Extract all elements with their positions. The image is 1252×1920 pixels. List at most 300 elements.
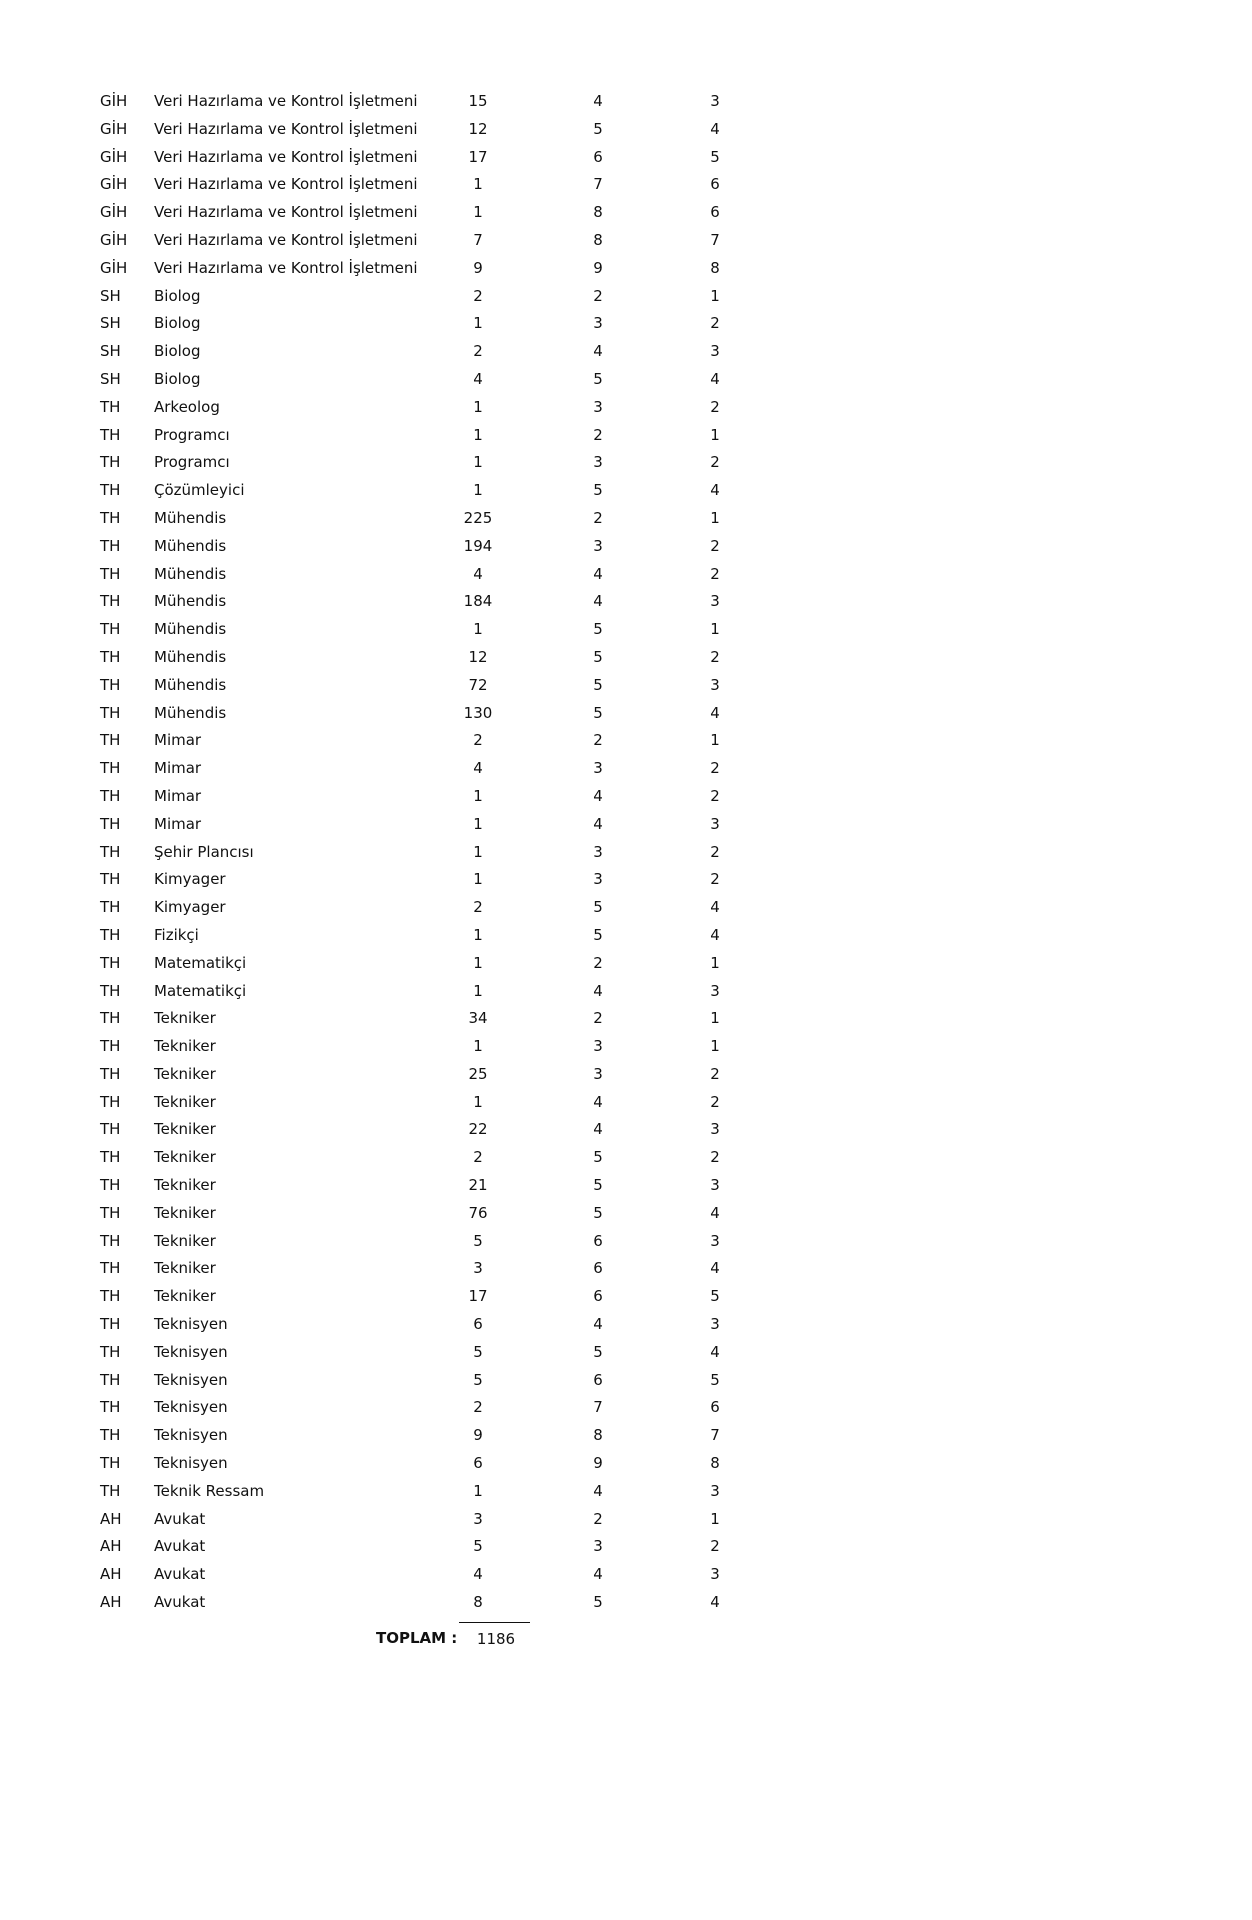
class-code-cell: SH — [100, 369, 121, 388]
position-title-cell: Tekniker — [154, 1176, 216, 1195]
position-title-cell: Arkeolog — [154, 397, 220, 416]
level-cell: 1 — [710, 620, 720, 639]
grade-cell: 3 — [593, 1537, 603, 1556]
class-code-cell: TH — [100, 925, 121, 944]
position-count-cell: 6 — [473, 1454, 483, 1473]
position-title-cell: Fizikçi — [154, 925, 199, 944]
level-cell: 7 — [710, 1426, 720, 1445]
class-code-cell: TH — [100, 786, 121, 805]
position-count-cell: 1 — [473, 620, 483, 639]
grade-cell: 3 — [593, 314, 603, 333]
position-count-cell: 194 — [463, 536, 493, 555]
level-cell: 4 — [710, 1593, 720, 1612]
position-title-cell: Tekniker — [154, 1064, 216, 1083]
total-value: 1186 — [476, 1630, 516, 1648]
level-cell: 4 — [710, 119, 720, 138]
level-cell: 2 — [710, 453, 720, 472]
position-count-cell: 21 — [468, 1176, 488, 1195]
level-cell: 2 — [710, 1064, 720, 1083]
level-cell: 2 — [710, 786, 720, 805]
position-count-cell: 2 — [473, 1148, 483, 1167]
class-code-cell: TH — [100, 1426, 121, 1445]
level-cell: 5 — [710, 1287, 720, 1306]
class-code-cell: TH — [100, 1287, 121, 1306]
position-count-cell: 1 — [473, 314, 483, 333]
class-code-cell: TH — [100, 1176, 121, 1195]
total-label: TOPLAM : — [376, 1629, 458, 1647]
level-cell: 3 — [710, 1176, 720, 1195]
position-title-cell: Teknisyen — [154, 1370, 228, 1389]
table-row — [0, 704, 1252, 732]
level-cell: 2 — [710, 564, 720, 583]
table-row — [0, 92, 1252, 120]
table-row — [0, 398, 1252, 426]
level-cell: 4 — [710, 898, 720, 917]
position-count-cell: 4 — [473, 369, 483, 388]
level-cell: 3 — [710, 92, 720, 110]
position-title-cell: Tekniker — [154, 1259, 216, 1278]
position-count-cell: 2 — [473, 286, 483, 305]
level-cell: 1 — [710, 425, 720, 444]
level-cell: 2 — [710, 870, 720, 889]
position-title-cell: Mühendis — [154, 620, 227, 639]
position-title-cell: Tekniker — [154, 1231, 216, 1250]
class-code-cell: TH — [100, 1009, 121, 1028]
position-count-cell: 1 — [473, 397, 483, 416]
level-cell: 3 — [710, 814, 720, 833]
table-row — [0, 1287, 1252, 1315]
table-row — [0, 1482, 1252, 1510]
position-count-cell: 1 — [473, 1481, 483, 1500]
class-code-cell: TH — [100, 1315, 121, 1334]
table-row — [0, 648, 1252, 676]
position-count-cell: 2 — [473, 898, 483, 917]
position-count-cell: 4 — [473, 564, 483, 583]
table-row — [0, 231, 1252, 259]
class-code-cell: AH — [100, 1509, 122, 1528]
grade-cell: 5 — [593, 1203, 603, 1222]
table-row — [0, 1398, 1252, 1426]
level-cell: 1 — [710, 1009, 720, 1028]
level-cell: 3 — [710, 342, 720, 361]
level-cell: 6 — [710, 1398, 720, 1417]
class-code-cell: GİH — [100, 203, 128, 222]
class-code-cell: TH — [100, 703, 121, 722]
class-code-cell: AH — [100, 1565, 122, 1584]
level-cell: 6 — [710, 203, 720, 222]
position-title-cell: Veri Hazırlama ve Kontrol İşletmeni — [154, 92, 418, 110]
grade-cell: 4 — [593, 786, 603, 805]
class-code-cell: SH — [100, 342, 121, 361]
level-cell: 4 — [710, 1342, 720, 1361]
position-title-cell: Teknisyen — [154, 1454, 228, 1473]
level-cell: 4 — [710, 1259, 720, 1278]
position-title-cell: Tekniker — [154, 1203, 216, 1222]
class-code-cell: TH — [100, 1231, 121, 1250]
level-cell: 2 — [710, 397, 720, 416]
class-code-cell: TH — [100, 508, 121, 527]
table-row — [0, 1176, 1252, 1204]
class-code-cell: TH — [100, 481, 121, 500]
grade-cell: 7 — [593, 175, 603, 194]
class-code-cell: TH — [100, 1064, 121, 1083]
table-row — [0, 1093, 1252, 1121]
grade-cell: 5 — [593, 703, 603, 722]
class-code-cell: TH — [100, 1481, 121, 1500]
position-count-cell: 9 — [473, 1426, 483, 1445]
position-count-cell: 6 — [473, 1315, 483, 1334]
position-count-cell: 34 — [468, 1009, 488, 1028]
position-title-cell: Avukat — [154, 1509, 206, 1528]
table-row — [0, 287, 1252, 315]
table-row — [0, 954, 1252, 982]
position-count-cell: 2 — [473, 731, 483, 750]
position-title-cell: Teknisyen — [154, 1342, 228, 1361]
table-row — [0, 203, 1252, 231]
class-code-cell: TH — [100, 453, 121, 472]
level-cell: 1 — [710, 731, 720, 750]
grade-cell: 2 — [593, 1509, 603, 1528]
grade-cell: 3 — [593, 1064, 603, 1083]
table-row — [0, 1120, 1252, 1148]
table-row — [0, 620, 1252, 648]
class-code-cell: AH — [100, 1537, 122, 1556]
table-row — [0, 1426, 1252, 1454]
table-row — [0, 1343, 1252, 1371]
level-cell: 6 — [710, 175, 720, 194]
class-code-cell: TH — [100, 731, 121, 750]
table-row — [0, 1371, 1252, 1399]
table-row — [0, 481, 1252, 509]
grade-cell: 5 — [593, 1342, 603, 1361]
class-code-cell: TH — [100, 1259, 121, 1278]
level-cell: 1 — [710, 1037, 720, 1056]
table-row — [0, 787, 1252, 815]
class-code-cell: TH — [100, 981, 121, 1000]
class-code-cell: TH — [100, 647, 121, 666]
position-title-cell: Tekniker — [154, 1092, 216, 1111]
class-code-cell: GİH — [100, 119, 128, 138]
class-code-cell: TH — [100, 1148, 121, 1167]
position-title-cell: Veri Hazırlama ve Kontrol İşletmeni — [154, 258, 418, 277]
grade-cell: 4 — [593, 1315, 603, 1334]
grade-cell: 4 — [593, 92, 603, 110]
position-title-cell: Matematikçi — [154, 953, 247, 972]
level-cell: 1 — [710, 1509, 720, 1528]
position-title-cell: Veri Hazırlama ve Kontrol İşletmeni — [154, 203, 418, 222]
position-count-cell: 1 — [473, 981, 483, 1000]
grade-cell: 3 — [593, 842, 603, 861]
position-count-cell: 1 — [473, 453, 483, 472]
class-code-cell: TH — [100, 898, 121, 917]
position-title-cell: Mühendis — [154, 536, 227, 555]
level-cell: 4 — [710, 703, 720, 722]
grade-cell: 5 — [593, 1593, 603, 1612]
grade-cell: 4 — [593, 1565, 603, 1584]
position-count-cell: 17 — [468, 1287, 488, 1306]
level-cell: 3 — [710, 675, 720, 694]
position-count-cell: 8 — [473, 1593, 483, 1612]
table-row — [0, 342, 1252, 370]
position-title-cell: Teknisyen — [154, 1398, 228, 1417]
level-cell: 3 — [710, 1315, 720, 1334]
grade-cell: 3 — [593, 536, 603, 555]
grade-cell: 8 — [593, 230, 603, 249]
level-cell: 7 — [710, 230, 720, 249]
position-count-cell: 1 — [473, 203, 483, 222]
class-code-cell: TH — [100, 1398, 121, 1417]
class-code-cell: TH — [100, 536, 121, 555]
position-count-cell: 1 — [473, 1092, 483, 1111]
table-row — [0, 120, 1252, 148]
level-cell: 3 — [710, 1481, 720, 1500]
level-cell: 3 — [710, 1120, 720, 1139]
position-title-cell: Mühendis — [154, 508, 227, 527]
position-count-cell: 184 — [463, 592, 493, 611]
position-title-cell: Tekniker — [154, 1037, 216, 1056]
position-count-cell: 2 — [473, 342, 483, 361]
grade-cell: 3 — [593, 870, 603, 889]
level-cell: 1 — [710, 953, 720, 972]
position-title-cell: Matematikçi — [154, 981, 247, 1000]
grade-cell: 5 — [593, 119, 603, 138]
class-code-cell: TH — [100, 814, 121, 833]
position-title-cell: Mimar — [154, 759, 202, 778]
grade-cell: 2 — [593, 731, 603, 750]
class-code-cell: TH — [100, 1454, 121, 1473]
table-row — [0, 1593, 1252, 1621]
grade-cell: 2 — [593, 508, 603, 527]
level-cell: 5 — [710, 147, 720, 166]
grade-cell: 5 — [593, 898, 603, 917]
table-row — [0, 926, 1252, 954]
level-cell: 1 — [710, 286, 720, 305]
grade-cell: 4 — [593, 814, 603, 833]
position-count-cell: 1 — [473, 953, 483, 972]
position-title-cell: Tekniker — [154, 1148, 216, 1167]
table-row — [0, 1009, 1252, 1037]
grade-cell: 5 — [593, 1148, 603, 1167]
table-row — [0, 1510, 1252, 1538]
position-count-cell: 1 — [473, 175, 483, 194]
grade-cell: 2 — [593, 1009, 603, 1028]
position-count-cell: 130 — [463, 703, 493, 722]
grade-cell: 4 — [593, 592, 603, 611]
position-title-cell: Veri Hazırlama ve Kontrol İşletmeni — [154, 119, 418, 138]
table-row — [0, 982, 1252, 1010]
position-count-cell: 4 — [473, 759, 483, 778]
position-title-cell: Teknisyen — [154, 1315, 228, 1334]
level-cell: 4 — [710, 925, 720, 944]
position-count-cell: 4 — [473, 1565, 483, 1584]
level-cell: 2 — [710, 759, 720, 778]
position-count-cell: 1 — [473, 842, 483, 861]
table-row — [0, 426, 1252, 454]
class-code-cell: TH — [100, 759, 121, 778]
level-cell: 3 — [710, 1565, 720, 1584]
grade-cell: 2 — [593, 286, 603, 305]
position-title-cell: Mimar — [154, 814, 202, 833]
level-cell: 8 — [710, 1454, 720, 1473]
class-code-cell: GİH — [100, 175, 128, 194]
position-title-cell: Biolog — [154, 314, 201, 333]
class-code-cell: TH — [100, 1203, 121, 1222]
class-code-cell: TH — [100, 1370, 121, 1389]
class-code-cell: TH — [100, 564, 121, 583]
class-code-cell: SH — [100, 314, 121, 333]
class-code-cell: GİH — [100, 258, 128, 277]
position-count-cell: 3 — [473, 1509, 483, 1528]
position-count-cell: 1 — [473, 425, 483, 444]
position-count-cell: 25 — [468, 1064, 488, 1083]
position-count-cell: 17 — [468, 147, 488, 166]
position-title-cell: Teknisyen — [154, 1426, 228, 1445]
level-cell: 2 — [710, 1148, 720, 1167]
class-code-cell: TH — [100, 1037, 121, 1056]
table-row — [0, 1315, 1252, 1343]
class-code-cell: TH — [100, 675, 121, 694]
grade-cell: 4 — [593, 1092, 603, 1111]
grade-cell: 9 — [593, 1454, 603, 1473]
position-count-cell: 7 — [473, 230, 483, 249]
position-count-cell: 1 — [473, 814, 483, 833]
position-count-cell: 22 — [468, 1120, 488, 1139]
table-row — [0, 898, 1252, 926]
grade-cell: 8 — [593, 1426, 603, 1445]
grade-cell: 4 — [593, 564, 603, 583]
grade-cell: 5 — [593, 925, 603, 944]
grade-cell: 7 — [593, 1398, 603, 1417]
position-title-cell: Avukat — [154, 1565, 206, 1584]
position-title-cell: Avukat — [154, 1593, 206, 1612]
table-row — [0, 1259, 1252, 1287]
grade-cell: 4 — [593, 342, 603, 361]
table-row — [0, 1037, 1252, 1065]
class-code-cell: TH — [100, 620, 121, 639]
grade-cell: 5 — [593, 620, 603, 639]
level-cell: 3 — [710, 592, 720, 611]
grade-cell: 6 — [593, 1287, 603, 1306]
level-cell: 4 — [710, 481, 720, 500]
table-row — [0, 731, 1252, 759]
grade-cell: 3 — [593, 453, 603, 472]
position-count-cell: 76 — [468, 1203, 488, 1222]
level-cell: 8 — [710, 258, 720, 277]
level-cell: 2 — [710, 1092, 720, 1111]
position-title-cell: Tekniker — [154, 1009, 216, 1028]
table-row — [0, 1148, 1252, 1176]
position-count-cell: 15 — [468, 92, 488, 110]
position-count-cell: 12 — [468, 647, 488, 666]
table-row — [0, 1454, 1252, 1482]
level-cell: 2 — [710, 647, 720, 666]
class-code-cell: TH — [100, 870, 121, 889]
grade-cell: 3 — [593, 1037, 603, 1056]
class-code-cell: GİH — [100, 92, 128, 110]
table-row — [0, 1204, 1252, 1232]
table-row — [0, 1565, 1252, 1593]
table-row — [0, 565, 1252, 593]
grade-cell: 6 — [593, 1231, 603, 1250]
table-row — [0, 870, 1252, 898]
position-title-cell: Çözümleyici — [154, 481, 245, 500]
table-row — [0, 676, 1252, 704]
position-count-cell: 225 — [463, 508, 493, 527]
grade-cell: 6 — [593, 1259, 603, 1278]
position-count-cell: 5 — [473, 1370, 483, 1389]
grade-cell: 4 — [593, 981, 603, 1000]
level-cell: 4 — [710, 1203, 720, 1222]
table-row — [0, 592, 1252, 620]
level-cell: 5 — [710, 1370, 720, 1389]
position-title-cell: Mühendis — [154, 703, 227, 722]
position-count-cell: 1 — [473, 925, 483, 944]
level-cell: 4 — [710, 369, 720, 388]
level-cell: 2 — [710, 1537, 720, 1556]
table-row — [0, 175, 1252, 203]
table-row — [0, 370, 1252, 398]
class-code-cell: TH — [100, 425, 121, 444]
position-title-cell: Veri Hazırlama ve Kontrol İşletmeni — [154, 230, 418, 249]
position-count-cell: 5 — [473, 1342, 483, 1361]
class-code-cell: GİH — [100, 230, 128, 249]
position-count-cell: 9 — [473, 258, 483, 277]
class-code-cell: AH — [100, 1593, 122, 1612]
level-cell: 3 — [710, 981, 720, 1000]
grade-cell: 6 — [593, 147, 603, 166]
grade-cell: 5 — [593, 647, 603, 666]
position-title-cell: Avukat — [154, 1537, 206, 1556]
grade-cell: 4 — [593, 1481, 603, 1500]
position-title-cell: Programcı — [154, 453, 230, 472]
level-cell: 2 — [710, 314, 720, 333]
table-row — [0, 815, 1252, 843]
position-title-cell: Kimyager — [154, 898, 226, 917]
table-row — [0, 843, 1252, 871]
position-title-cell: Biolog — [154, 342, 201, 361]
class-code-cell: TH — [100, 592, 121, 611]
position-title-cell: Tekniker — [154, 1287, 216, 1306]
table-row — [0, 1065, 1252, 1093]
position-count-cell: 72 — [468, 675, 488, 694]
grade-cell: 5 — [593, 1176, 603, 1195]
position-count-cell: 1 — [473, 870, 483, 889]
table-row — [0, 537, 1252, 565]
position-title-cell: Mimar — [154, 786, 202, 805]
position-count-cell: 12 — [468, 119, 488, 138]
level-cell: 3 — [710, 1231, 720, 1250]
grade-cell: 5 — [593, 675, 603, 694]
class-code-cell: GİH — [100, 147, 128, 166]
table-row — [0, 314, 1252, 342]
position-count-cell: 1 — [473, 1037, 483, 1056]
table-row — [0, 148, 1252, 176]
table-row — [0, 453, 1252, 481]
position-title-cell: Mühendis — [154, 647, 227, 666]
grade-cell: 5 — [593, 481, 603, 500]
position-title-cell: Programcı — [154, 425, 230, 444]
table-row — [0, 1232, 1252, 1260]
position-title-cell: Kimyager — [154, 870, 226, 889]
grade-cell: 2 — [593, 953, 603, 972]
position-count-cell: 1 — [473, 786, 483, 805]
class-code-cell: SH — [100, 286, 121, 305]
grade-cell: 5 — [593, 369, 603, 388]
grade-cell: 2 — [593, 425, 603, 444]
table-row — [0, 1537, 1252, 1565]
position-title-cell: Veri Hazırlama ve Kontrol İşletmeni — [154, 147, 418, 166]
total-separator-line — [459, 1622, 530, 1623]
